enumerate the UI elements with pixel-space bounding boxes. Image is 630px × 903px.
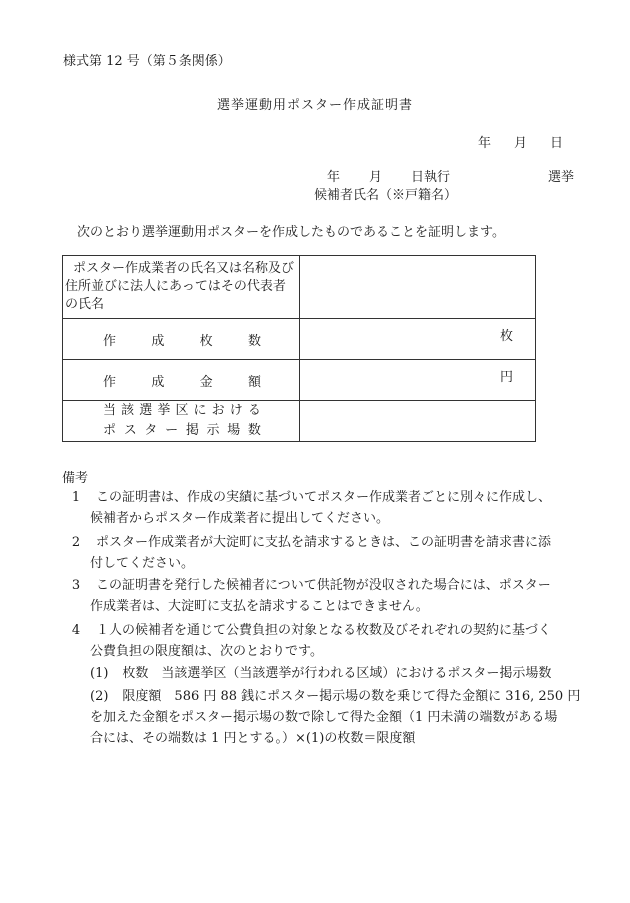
note-item [62, 620, 551, 662]
label-char: 選 [139, 403, 153, 418]
label-char: に [193, 403, 207, 418]
note-text: 付してください。 [90, 556, 195, 571]
sub-item-text: を加えた金額をポスター掲示場の数で除して得た金額（1 円未満の端数がある場 [90, 710, 558, 725]
issue-date [478, 132, 563, 151]
table-row [63, 401, 536, 442]
label-line: ポスター作成業者の氏名又は名称及び [73, 261, 295, 276]
poster-board-count-label [63, 401, 300, 442]
note-text: 作成業者は、大淀町に支払を請求することはできません。 [90, 599, 429, 614]
label-char: ス [123, 423, 137, 438]
label-char: 数 [247, 423, 261, 438]
table-row [63, 319, 536, 360]
label-char: 掲 [185, 423, 199, 438]
election-day-exec: 日執行 [411, 170, 451, 185]
certification-statement: 次のとおり選挙運動用ポスターを作成したものであることを証明します。 [77, 225, 505, 240]
producer-name-label [63, 256, 300, 319]
production-count-label [63, 319, 300, 360]
note-item [62, 532, 551, 574]
producer-name-field[interactable] [300, 256, 536, 319]
label-char: お [211, 403, 225, 418]
date-year: 年 [478, 136, 492, 151]
note-text: １人の候補者を通じて公費負担の対象となる枚数及びそれぞれの契約に基づく [96, 623, 552, 638]
note-number: 3 [71, 578, 81, 593]
date-month: 月 [514, 136, 528, 151]
note-item [62, 487, 551, 529]
count-unit: 枚 [499, 329, 513, 344]
production-amount-label [63, 360, 300, 401]
label-line: 住所並びに法人にあってはその代表者 [65, 279, 286, 294]
label-char: タ [144, 423, 158, 438]
election-year: 年 [327, 170, 341, 185]
note-text: 公費負担の限度額は、次のとおりです。 [90, 644, 323, 659]
production-amount-field[interactable] [300, 360, 536, 401]
label-char: 示 [206, 423, 220, 438]
production-count-field[interactable] [300, 319, 536, 360]
label-char: ー [165, 423, 179, 438]
table-row [63, 360, 536, 401]
label-char: 挙 [157, 403, 171, 418]
poster-board-count-field[interactable] [300, 401, 536, 442]
label-char: 数 [247, 333, 261, 349]
note-text: ポスター作成業者が大淀町に支払を請求するときは、この証明書を請求書に添 [96, 535, 552, 550]
label-char: ポ [103, 423, 117, 438]
label-char: 区 [175, 403, 189, 418]
note-number: 2 [71, 535, 81, 550]
note-number: 1 [71, 490, 81, 505]
sub-item-text: 枚数 当該選挙区（当該選挙が行われる区域）におけるポスター掲示場数 [122, 666, 552, 681]
label-char: 金 [199, 374, 213, 390]
label-char: 作 [103, 333, 117, 349]
election-month: 月 [369, 170, 383, 185]
election-line [327, 166, 574, 185]
label-char: 額 [247, 374, 261, 390]
note-sub-item [90, 686, 580, 749]
label-line: の氏名 [65, 297, 105, 312]
label-char: 成 [151, 374, 165, 390]
sub-item-number: (2) [90, 689, 109, 704]
label-char: 該 [121, 403, 135, 418]
election-label: 選挙 [548, 170, 575, 185]
certificate-table [62, 255, 536, 442]
note-text: この証明書を発行した候補者について供託物が没収された場合には、ポスター [96, 578, 551, 593]
amount-unit: 円 [499, 370, 513, 385]
form-number: 様式第 12 号（第５条関係） [63, 54, 231, 69]
date-day: 日 [550, 136, 564, 151]
note-text: 候補者からポスター作成業者に提出してください。 [90, 511, 390, 526]
sub-item-text: 限度額 586 円 88 銭にポスター掲示場の数を乗じて得た金額に 316, 250 円 [122, 689, 581, 704]
candidate-name-label: 候補者氏名（※戸籍名） [314, 188, 458, 203]
label-char: 枚 [199, 333, 213, 349]
label-char: け [229, 403, 243, 418]
label-char: 当 [103, 403, 117, 418]
note-number: 4 [71, 623, 81, 638]
note-text: この証明書は、作成の実績に基づいてポスター作成業者ごとに別々に作成し、 [96, 490, 552, 505]
label-char: る [247, 403, 261, 418]
table-row [63, 256, 536, 319]
note-item [62, 575, 551, 617]
label-char: 作 [103, 374, 117, 390]
sub-item-number: (1) [90, 666, 109, 681]
note-sub-item [90, 663, 551, 684]
label-char: 場 [227, 423, 241, 438]
sub-item-text: 合には、その端数は 1 円とする。）×(1)の枚数＝限度額 [90, 731, 416, 746]
label-char: 成 [151, 333, 165, 349]
notes-heading: 備考 [62, 471, 89, 486]
document-title: 選挙運動用ポスター作成証明書 [216, 98, 413, 113]
